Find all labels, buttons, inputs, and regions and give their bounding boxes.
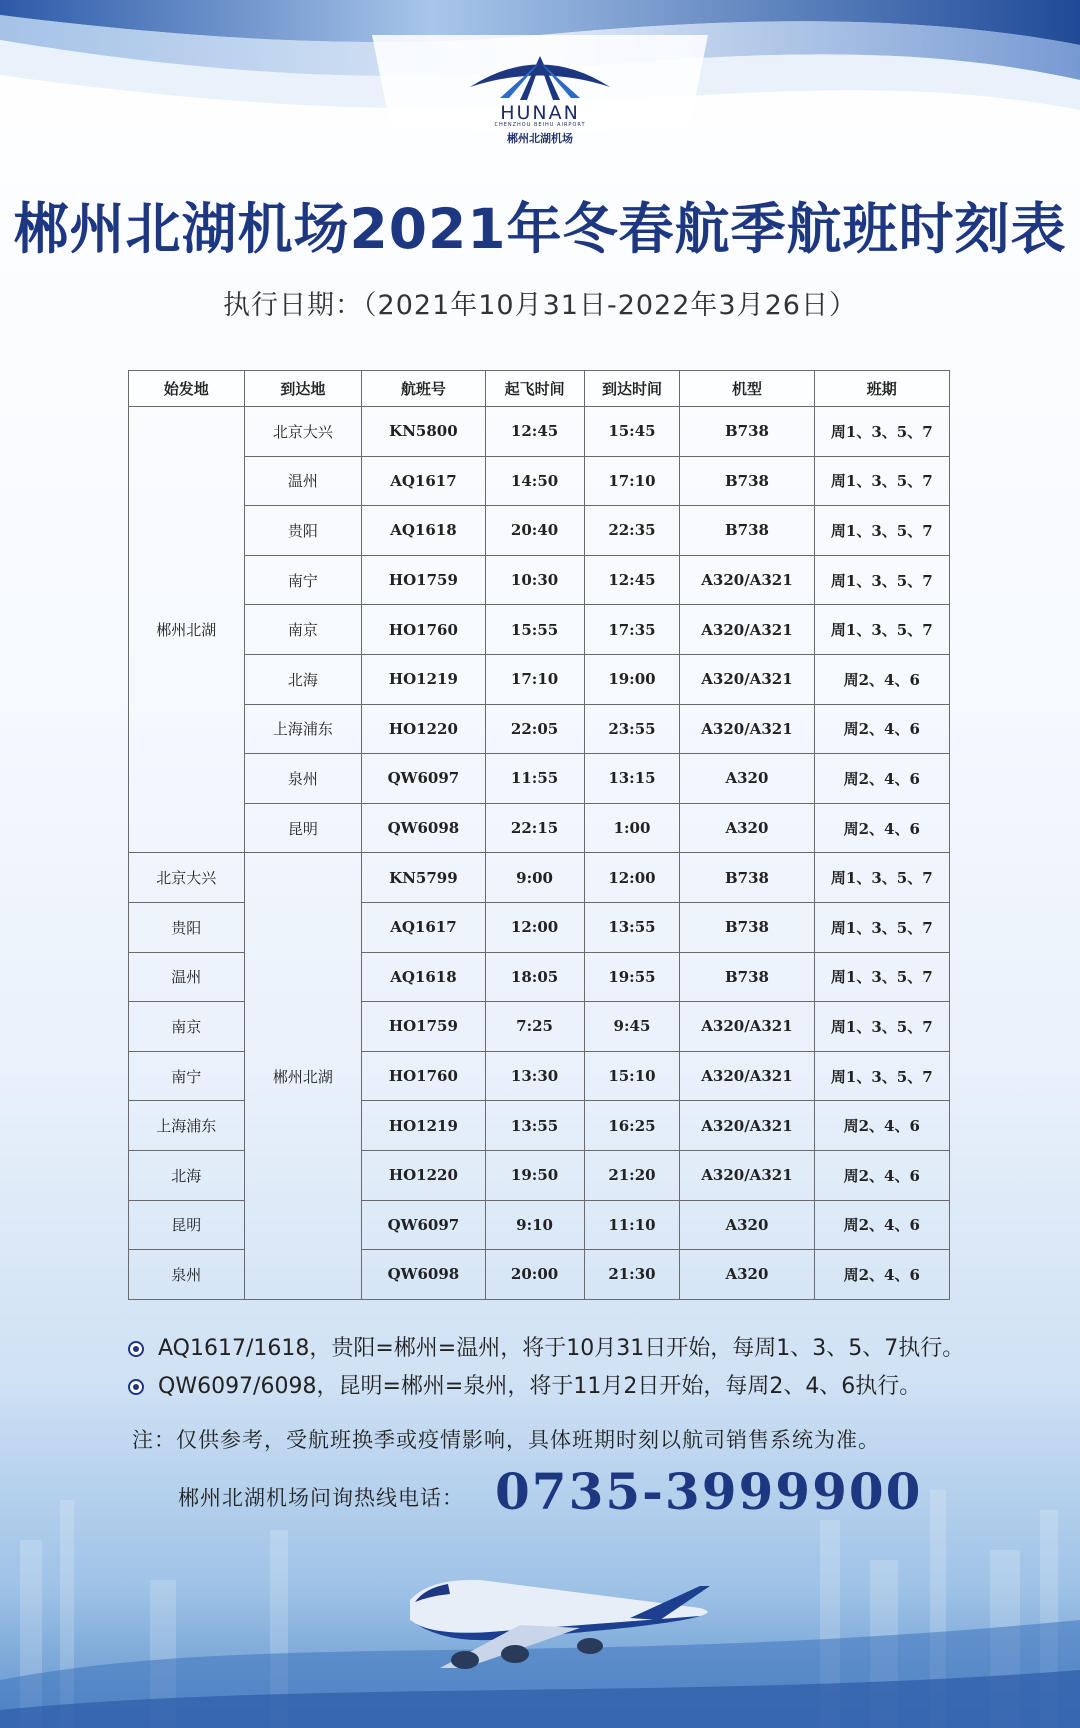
days-cell: 周2、4、6 [814,1250,949,1300]
destination-cell: 南京 [244,605,362,655]
aircraft-cell: A320/A321 [680,1051,814,1101]
departure-cell: 13:30 [485,1051,584,1101]
table-row [129,853,950,903]
arrival-cell: 22:35 [584,506,680,556]
days-cell: 周1、3、5、7 [814,555,949,605]
header-days: 班期 [814,371,949,407]
destination-cell: 上海浦东 [244,704,362,754]
days-cell: 周1、3、5、7 [814,1002,949,1052]
aircraft-cell: A320 [680,1200,814,1250]
arrival-cell: 19:00 [584,654,680,704]
flight-no-cell: HO1219 [362,654,485,704]
days-cell: 周1、3、5、7 [814,1051,949,1101]
page-title: 郴州北湖机场2021年冬春航季航班时刻表 [13,197,1067,261]
aircraft-cell: A320 [680,1250,814,1300]
arrival-cell: 13:15 [584,754,680,804]
origin-cell: 贵阳 [129,902,245,952]
days-cell: 周1、3、5、7 [814,506,949,556]
table-body [129,407,950,1300]
header-aircraft: 机型 [680,371,814,407]
aircraft-cell: A320/A321 [680,555,814,605]
arrival-cell: 17:35 [584,605,680,655]
arrival-cell: 1:00 [584,803,680,853]
origin-cell: 郴州北湖 [129,407,245,853]
effective-period: 执行日期：（2021年10月31日-2022年3月26日） [223,290,857,321]
destination-cell: 北京大兴 [244,407,362,457]
table-row [129,407,950,457]
flight-no-cell: HO1760 [362,1051,485,1101]
departure-cell: 22:15 [485,803,584,853]
arrival-cell: 23:55 [584,704,680,754]
note-text: QW6097/6098，昆明=郴州=泉州，将于11月2日开始，每周2、4、6执行。 [158,1374,922,1399]
aircraft-cell: B738 [680,456,814,506]
origin-cell: 北海 [129,1150,245,1200]
airport-logo [370,30,710,145]
logo-english-subtext: CHENZHOU BEIHU AIRPORT [494,122,586,128]
table-row [129,754,950,804]
origin-cell: 温州 [129,952,245,1002]
flight-no-cell: QW6098 [362,803,485,853]
flight-no-cell: HO1760 [362,605,485,655]
aircraft-cell: B738 [680,853,814,903]
destination-cell: 温州 [244,456,362,506]
table-row [129,605,950,655]
origin-cell: 北京大兴 [129,853,245,903]
table-row [129,555,950,605]
destination-cell: 昆明 [244,803,362,853]
header-arrival: 到达时间 [584,371,680,407]
days-cell: 周2、4、6 [814,1101,949,1151]
departure-cell: 19:50 [485,1150,584,1200]
note-item [128,1330,1028,1368]
days-cell: 周2、4、6 [814,704,949,754]
origin-cell: 泉州 [129,1250,245,1300]
table-row [129,506,950,556]
origin-cell: 昆明 [129,1200,245,1250]
aircraft-cell: B738 [680,506,814,556]
arrival-cell: 21:30 [584,1250,680,1300]
days-cell: 周1、3、5、7 [814,853,949,903]
aircraft-cell: A320/A321 [680,1101,814,1151]
hotline-number: 0735-3999900 [495,1462,923,1521]
arrival-cell: 15:10 [584,1051,680,1101]
departure-cell: 10:30 [485,555,584,605]
destination-cell: 泉州 [244,754,362,804]
departure-cell: 14:50 [485,456,584,506]
flight-no-cell: HO1219 [362,1101,485,1151]
days-cell: 周1、3、5、7 [814,952,949,1002]
flight-no-cell: HO1220 [362,704,485,754]
header-destination: 到达地 [244,371,362,407]
table-row [129,456,950,506]
days-cell: 周1、3、5、7 [814,605,949,655]
arrival-cell: 17:10 [584,456,680,506]
destination-cell: 郴州北湖 [244,853,362,1299]
days-cell: 周1、3、5、7 [814,456,949,506]
departure-cell: 20:00 [485,1250,584,1300]
flight-no-cell: AQ1617 [362,456,485,506]
aircraft-cell: B738 [680,902,814,952]
departure-cell: 15:55 [485,605,584,655]
aircraft-cell: A320/A321 [680,605,814,655]
departure-cell: 7:25 [485,1002,584,1052]
aircraft-cell: B738 [680,407,814,457]
arrival-cell: 11:10 [584,1200,680,1250]
aircraft-cell: B738 [680,952,814,1002]
flight-no-cell: KN5799 [362,853,485,903]
days-cell: 周2、4、6 [814,754,949,804]
flight-no-cell: HO1759 [362,555,485,605]
origin-cell: 上海浦东 [129,1101,245,1151]
flight-no-cell: QW6097 [362,754,485,804]
arrival-cell: 12:45 [584,555,680,605]
header-flight-no: 航班号 [362,371,485,407]
flight-no-cell: QW6098 [362,1250,485,1300]
header-departure: 起飞时间 [485,371,584,407]
arrival-cell: 12:00 [584,853,680,903]
airplane-illustration [370,1550,730,1680]
flight-no-cell: HO1759 [362,1002,485,1052]
header-origin: 始发地 [129,371,245,407]
aircraft-cell: A320/A321 [680,1150,814,1200]
aircraft-cell: A320/A321 [680,654,814,704]
flight-no-cell: QW6097 [362,1200,485,1250]
departure-cell: 22:05 [485,704,584,754]
destination-cell: 北海 [244,654,362,704]
aircraft-cell: A320 [680,754,814,804]
departure-cell: 11:55 [485,754,584,804]
arrival-cell: 19:55 [584,952,680,1002]
arrival-cell: 15:45 [584,407,680,457]
table-row [129,803,950,853]
destination-cell: 贵阳 [244,506,362,556]
days-cell: 周2、4、6 [814,803,949,853]
arrival-cell: 21:20 [584,1150,680,1200]
origin-cell: 南宁 [129,1051,245,1101]
bullet-icon [128,1341,144,1357]
days-cell: 周2、4、6 [814,1200,949,1250]
departure-cell: 9:00 [485,853,584,903]
aircraft-cell: A320 [680,803,814,853]
departure-cell: 18:05 [485,952,584,1002]
arrival-cell: 16:25 [584,1101,680,1151]
destination-cell: 南宁 [244,555,362,605]
arrival-cell: 13:55 [584,902,680,952]
logo-english-text: HUNAN [500,102,580,124]
hotline-label: 郴州北湖机场问询热线电话： [178,1486,464,1510]
flight-no-cell: KN5800 [362,407,485,457]
departure-cell: 13:55 [485,1101,584,1151]
flight-schedule-table [128,370,950,1300]
aircraft-cell: A320/A321 [680,1002,814,1052]
note-text: AQ1617/1618，贵阳=郴州=温州，将于10月31日开始，每周1、3、5、7执行。 [158,1336,965,1361]
logo-chinese-text: 郴州北湖机场 [507,132,573,145]
table-row [129,704,950,754]
flight-no-cell: AQ1618 [362,506,485,556]
airport-logo-icon [465,42,615,102]
departure-cell: 9:10 [485,1200,584,1250]
arrival-cell: 9:45 [584,1002,680,1052]
flight-no-cell: AQ1618 [362,952,485,1002]
origin-cell: 南京 [129,1002,245,1052]
table-row [129,654,950,704]
table-header-row [129,371,950,407]
days-cell: 周2、4、6 [814,654,949,704]
departure-cell: 12:00 [485,902,584,952]
aircraft-cell: A320/A321 [680,704,814,754]
flight-no-cell: AQ1617 [362,902,485,952]
days-cell: 周1、3、5、7 [814,407,949,457]
departure-cell: 12:45 [485,407,584,457]
departure-cell: 20:40 [485,506,584,556]
departure-cell: 17:10 [485,654,584,704]
days-cell: 周1、3、5、7 [814,902,949,952]
flight-no-cell: HO1220 [362,1150,485,1200]
disclaimer: 注：仅供参考，受航班换季或疫情影响，具体班期时刻以航司销售系统为准。 [132,1428,880,1452]
days-cell: 周2、4、6 [814,1150,949,1200]
